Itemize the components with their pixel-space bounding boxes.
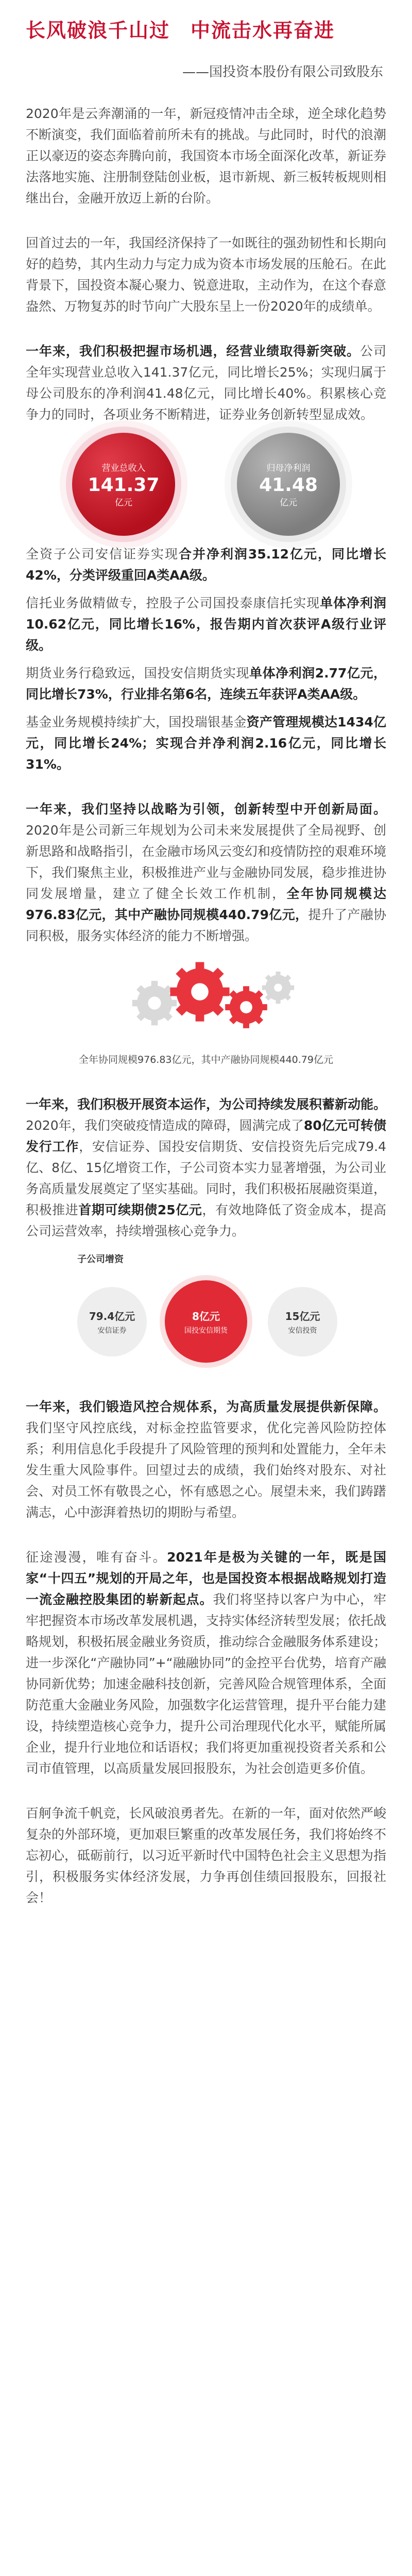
section-capital xyxy=(0,1094,412,1242)
securities-text: 全资子公司安信证券实现 xyxy=(26,547,179,562)
perpetual-bond-highlight: 首期可续期债25亿元 xyxy=(78,1202,202,1217)
closing-paragraph: 百舸争流千帆竞，长风破浪勇者先。在新的一年，面对依然严峻复杂的外部环境，更加艰巨繁重的改革发展任务，我们将始终不忘初心，砥砺前行，以习近平新时代中国特色社会主义思想为指引，积极服务实体经济发展，力争再创佳绩回报股东，回报社会！ xyxy=(26,1806,387,1905)
section-capital-lead: 一年来，我们积极开展资本运作，为公司持续发展积蓄新动能。 xyxy=(26,1097,387,1112)
section-risk-body: 我们坚守风控底线，对标金控监管要求，优化完善风险防控体系；利用信息化手段提升了风险管理的预判和处置能力，全年未发生重大风险事件。回望过去的成绩，我们始终对股东、对社会、对员工怀有敬畏之心，怀有感恩之心。展望未来，我们踌躇满志，心中澎湃着热切的期盼与希望。 xyxy=(26,1420,387,1520)
securities-highlight: 合并净利润35.12亿元，同比增长42%，分类评级重回A类AA级。 xyxy=(26,547,386,583)
header xyxy=(0,0,412,57)
article-title: 长风破浪千山过 中流击水再奋进 xyxy=(26,19,335,42)
section-capital-body-2: ，安信证券、国投安信期货、安信投资先后完成79.4亿、8亿、15亿增资工作，子公司资本实力显著增强，为公司业务高质量发展奠定了坚实基础。同时，我们积极拓展融资渠道，积极推进 xyxy=(26,1139,387,1217)
section-strategy-lead: 一年来，我们坚持以战略为引领，创新转型中开创新局面。 xyxy=(26,802,386,817)
section-performance xyxy=(0,341,412,425)
fund-text: 基金业务规模持续扩大，国投瑞银基金 xyxy=(26,715,247,730)
section-risk xyxy=(0,1396,412,1523)
byline: ——国投资本股份有限公司致股东 xyxy=(182,64,383,80)
subsidiary-value: 8亿元 xyxy=(192,1310,220,1323)
section-strategy xyxy=(0,799,412,946)
gears-icon xyxy=(0,946,412,1049)
section-performance-body: 公司全年实现营业总收入141.37亿元，同比增长25%；实现归属于母公司股东的净利润41.48亿元，同比增长40%。积累核心竞争力的同时，各项业务不断精进，证券业务创新转型显成效。 xyxy=(26,344,386,422)
section-capital-body-1: 2020年，我们突破疫情造成的障碍，圆满完成了 xyxy=(26,1118,304,1133)
subsidiary-dot-futures xyxy=(165,1280,247,1363)
intro-paragraph-1: 2020年是云奔潮涌的一年，新冠疫情冲击全球，逆全球化趋势不断演变，我们面临着前所未有的挑战。与此同时，时代的浪潮正以豪迈的姿态奔腾向前，我国资本市场全面深化改革，新证券法落地实施、注册制登陆创业板，退市新规、新三板转板规则相继出台，金融开放迈上新的台阶。 xyxy=(26,106,387,206)
futures-paragraph xyxy=(0,663,412,705)
net-profit-circle xyxy=(237,433,340,536)
section-outlook-body-1: 征途漫漫，唯有奋斗。 xyxy=(26,1550,167,1565)
subsidiary-dot-investment xyxy=(268,1287,337,1357)
subsidiary-value: 15亿元 xyxy=(285,1310,320,1323)
subsidiary-label: 国投安信期货 xyxy=(184,1326,228,1335)
fund-highlight: 资产管理规模达1434亿元，同比增长24%；实现合并净利润2.16亿元，同比增长31%。 xyxy=(26,715,386,772)
revenue-unit: 亿元 xyxy=(115,498,132,508)
revenue-label: 营业总收入 xyxy=(101,463,146,473)
net-profit-unit: 亿元 xyxy=(280,498,297,508)
subsidiary-capital-figure xyxy=(0,1242,412,1396)
futures-highlight: 单体净利润2.77亿元，同比增长73%，行业排名第6名，连续五年获评A类AA级。 xyxy=(26,666,386,702)
subsidiary-title: 子公司增资 xyxy=(77,1254,124,1265)
subsidiary-dot-securities xyxy=(77,1287,147,1357)
securities-paragraph xyxy=(0,544,412,586)
fund-paragraph xyxy=(0,711,412,775)
section-strategy-body-1: 2020年是公司新三年规划为公司未来发展提供了全局视野、创新思路和战略指引，在金融市场风云变幻和疫情防控的艰难环境下，我们聚焦主业，积极推进产业与金融协同发展，稳步推进协同发展增量，建立了健全长效工作机制， xyxy=(26,823,387,901)
net-profit-label: 归母净利润 xyxy=(266,463,311,473)
subsidiary-label: 安信投资 xyxy=(288,1327,317,1335)
subsidiary-value: 79.4亿元 xyxy=(89,1310,135,1323)
revenue-circle xyxy=(72,433,175,536)
performance-figures xyxy=(0,425,412,544)
section-strategy-highlight: 全年协同规模达976.83亿元，其中产融协同规模440.79亿元， xyxy=(26,886,386,922)
convertible-bond-highlight: 80亿元可转债发行工作 xyxy=(26,1118,386,1154)
futures-text: 期货业务行稳致远，国投安信期货实现 xyxy=(26,666,250,681)
trust-highlight: 单体净利润10.62亿元，同比增长16%，报告期内首次获评A级行业评级。 xyxy=(26,596,386,653)
gears-caption: 全年协同规模976.83亿元，其中产融协同规模440.79亿元 xyxy=(79,1054,333,1065)
section-strategy-body-2: 提升了产融协同积极，服务实体经济的能力不断增强。 xyxy=(26,907,386,943)
gears-illustration xyxy=(0,946,412,1049)
section-capital-body-3: ，有效地降低了资金成本，提高公司运营效率，持续增强核心竞争力。 xyxy=(26,1202,386,1239)
section-outlook-body-2: 我们将坚持以客户为中心，牢牢把握资本市场改革发展机遇，支持实体经济转型发展；依托战略规划，积极拓展金融业务资质，推动综合金融服务体系建设；进一步深化“产融协同”+“融融协同”的金控平台优势，培育产融协同新优势；加速金融科技创新，完善风险合规管理体系，全面防范重大金融业务风险，加强数字化运营管理，提升平台能力建设，持续塑造核心竞争力，提升公司治理现代化水平，赋能所属企业，提升行业地位和话语权；我们将更加重视投资者关系和公司市值管理，以高质量发展回报股东，为社会创造更多价值。 xyxy=(26,1592,387,1776)
subsidiary-label: 安信证券 xyxy=(97,1327,127,1335)
revenue-value: 141.37 xyxy=(88,474,160,496)
section-risk-lead: 一年来，我们锻造风控合规体系，为高质量发展提供新保障。 xyxy=(26,1399,386,1414)
trust-paragraph xyxy=(0,592,412,656)
section-performance-lead: 一年来，我们积极把握市场机遇，经营业绩取得新突破。 xyxy=(26,344,360,359)
intro-paragraph-2: 回首过去的一年，我国经济保持了一如既往的强劲韧性和长期向好的趋势，其内生动力与定力成为资本市场发展的压舱石。在此背景下，国投资本凝心聚力、锐意进取，主动作为，在这个春意盎然、万物复苏的时节向广大股东呈上一份2020年的成绩单。 xyxy=(26,235,387,314)
section-outlook-highlight: 2021年是极为关键的一年，既是国家“十四五”规划的开局之年，也是国投资本根据战略规划打造一流金融控股集团的崭新起点。 xyxy=(26,1550,386,1607)
section-outlook xyxy=(0,1547,412,1779)
trust-text: 信托业务做精做专，控股子公司国投泰康信托实现 xyxy=(26,596,320,611)
net-profit-value: 41.48 xyxy=(259,474,318,496)
